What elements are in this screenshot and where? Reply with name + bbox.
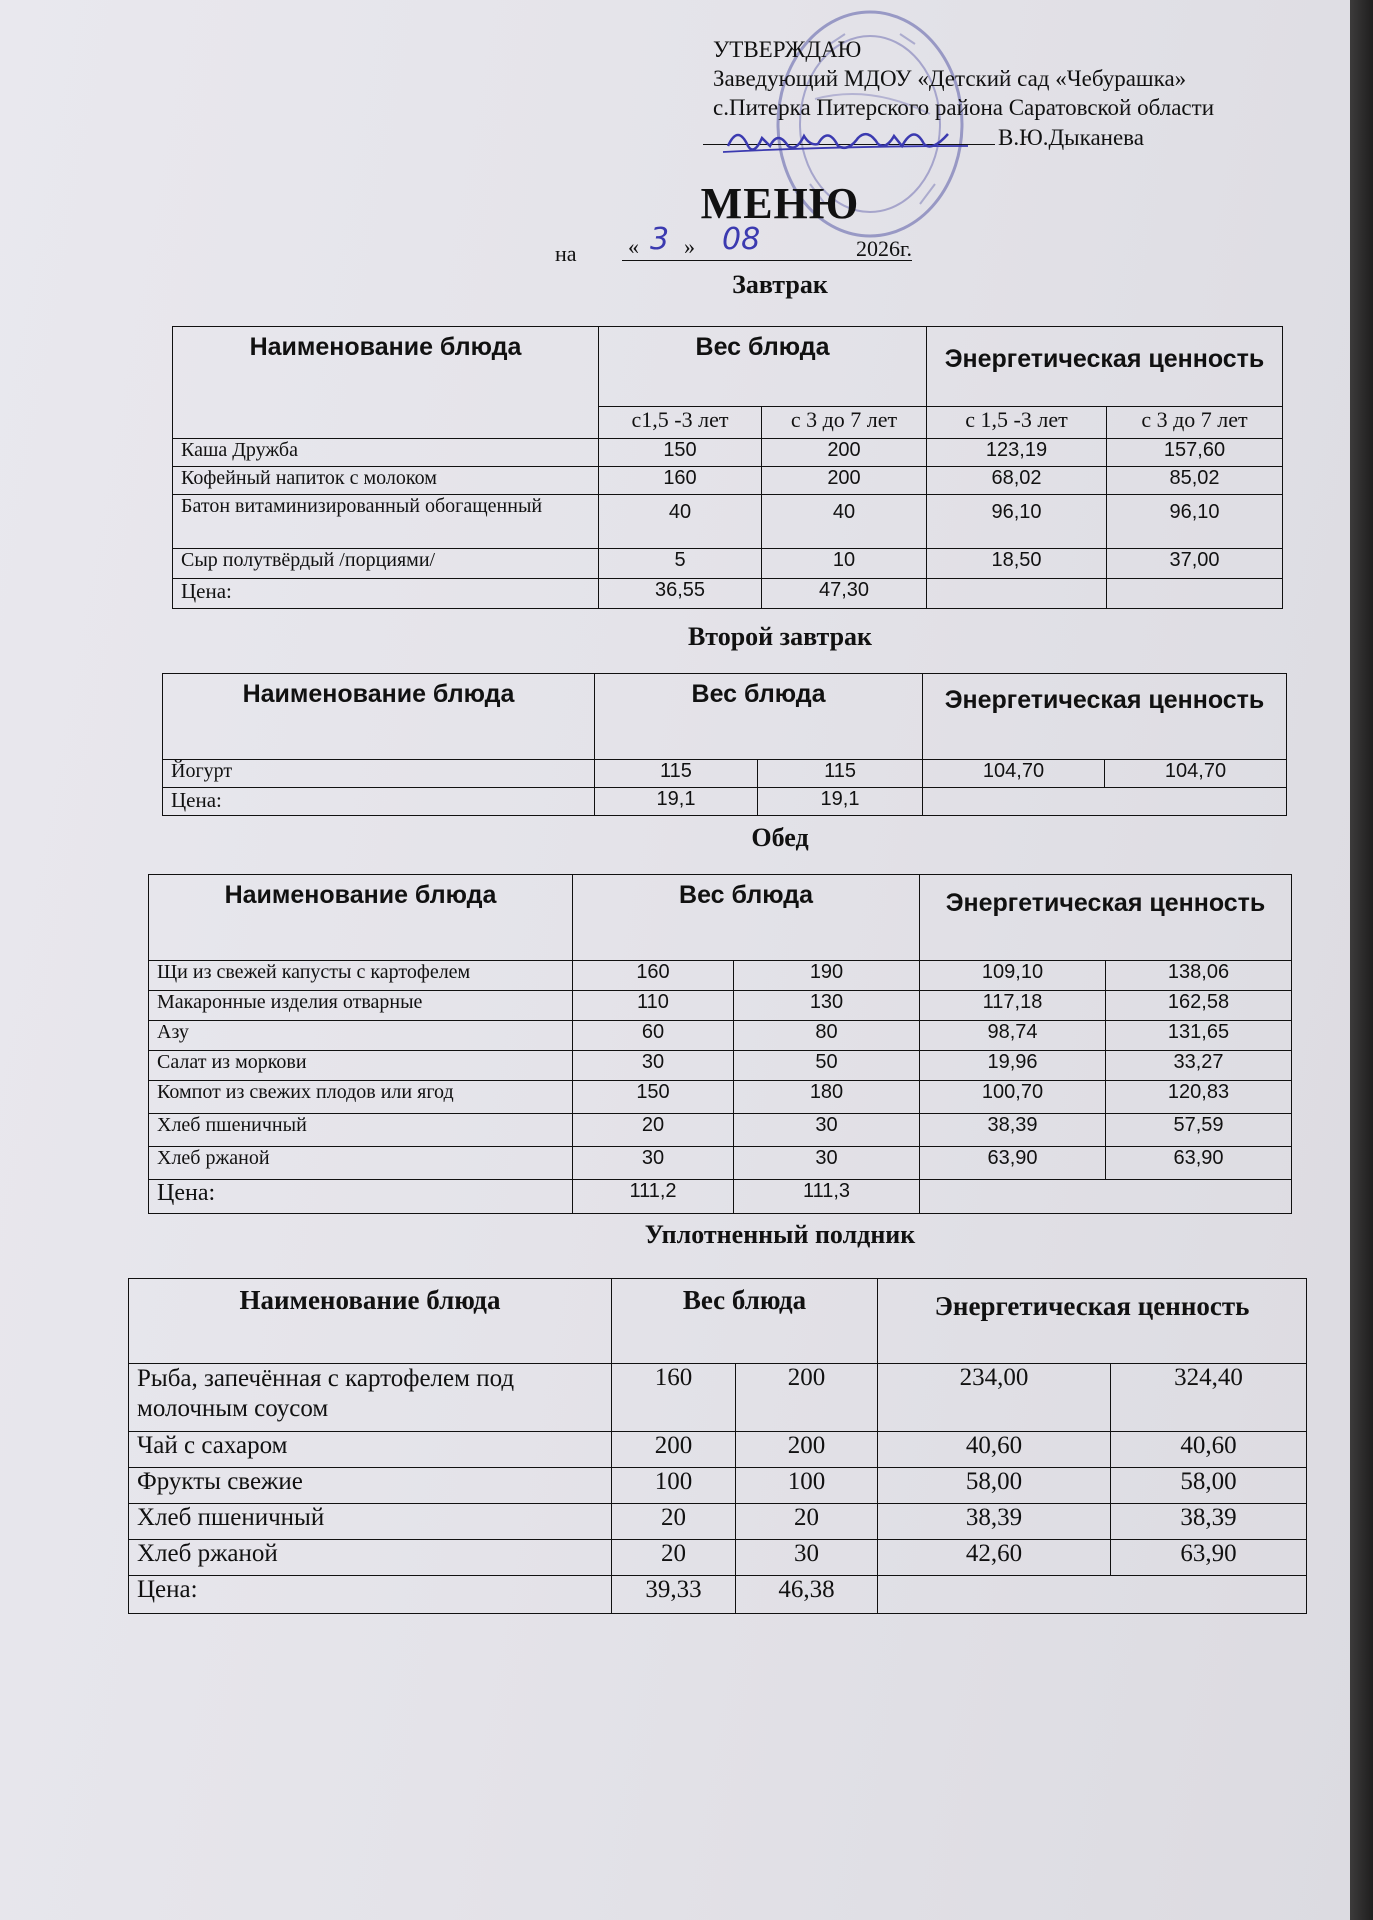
- header-age-young: с1,5 -3 лет: [599, 407, 762, 439]
- header-energy: Энергетическая ценность: [878, 1279, 1307, 1364]
- energy-old: 120,83: [1106, 1081, 1292, 1114]
- energy-young: 19,96: [920, 1051, 1106, 1081]
- weight-old: 30: [734, 1114, 920, 1147]
- second-breakfast-table: [162, 673, 1287, 816]
- section-title-breakfast: Завтрак: [732, 270, 828, 299]
- weight-young: 5: [599, 549, 762, 579]
- energy-old: 63,90: [1106, 1147, 1292, 1180]
- energy-young: 40,60: [878, 1432, 1111, 1468]
- table-row: [173, 549, 1283, 579]
- price-old: 46,38: [736, 1576, 878, 1614]
- weight-young: 160: [612, 1364, 736, 1432]
- header-weight: Вес блюда: [595, 674, 923, 760]
- weight-old: 200: [736, 1364, 878, 1432]
- energy-young: 38,39: [878, 1504, 1111, 1540]
- price-old: 111,3: [734, 1180, 920, 1214]
- dish-name: Хлеб пшеничный: [129, 1504, 612, 1540]
- table-row: [163, 760, 1287, 788]
- energy-young: 58,00: [878, 1468, 1111, 1504]
- price-row: [149, 1180, 1292, 1214]
- energy-old: 138,06: [1106, 961, 1292, 991]
- price-row: [129, 1576, 1307, 1614]
- energy-young: 123,19: [927, 439, 1107, 467]
- section-title-second-breakfast: Второй завтрак: [687, 622, 873, 651]
- weight-old: 115: [758, 760, 923, 788]
- dish-name: Каша Дружба: [173, 439, 599, 467]
- date-open-quote: «: [628, 234, 640, 259]
- header-dish-name: Наименование блюда: [173, 327, 599, 439]
- price-row: [163, 788, 1287, 816]
- signer-name: В.Ю.Дыканева: [998, 125, 1144, 150]
- weight-young: 115: [595, 760, 758, 788]
- energy-old: 104,70: [1105, 760, 1287, 788]
- weight-young: 150: [599, 439, 762, 467]
- date-field: [622, 222, 913, 261]
- table-row: [129, 1364, 1307, 1432]
- energy-young: 42,60: [878, 1540, 1111, 1576]
- weight-old: 10: [762, 549, 927, 579]
- weight-young: 160: [599, 467, 762, 495]
- dish-name: Хлеб ржаной: [129, 1540, 612, 1576]
- header-dish-name: Наименование блюда: [149, 875, 573, 961]
- energy-young: 117,18: [920, 991, 1106, 1021]
- header-energy: Энергетическая ценность: [923, 674, 1287, 760]
- energy-old: 33,27: [1106, 1051, 1292, 1081]
- weight-old: 30: [736, 1540, 878, 1576]
- price-old: 19,1: [758, 788, 923, 816]
- price-young: 36,55: [599, 579, 762, 609]
- energy-old: 96,10: [1107, 495, 1283, 549]
- snack-table: [128, 1278, 1307, 1614]
- energy-old: 324,40: [1111, 1364, 1307, 1432]
- weight-young: 100: [612, 1468, 736, 1504]
- dish-name: Фрукты свежие: [129, 1468, 612, 1504]
- approval-position: Заведующий МДОУ «Детский сад «Чебурашка»: [713, 66, 1187, 91]
- weight-young: 160: [573, 961, 734, 991]
- dish-name: Хлеб ржаной: [149, 1147, 573, 1180]
- weight-old: 50: [734, 1051, 920, 1081]
- empty-cell: [923, 788, 1287, 816]
- energy-old: 85,02: [1107, 467, 1283, 495]
- price-row: [173, 579, 1283, 609]
- table-row: [129, 1432, 1307, 1468]
- section-title-snack: Уплотненный полдник: [644, 1220, 916, 1249]
- table-row: [149, 1081, 1292, 1114]
- weight-old: 30: [734, 1147, 920, 1180]
- date-month: 08: [722, 222, 761, 257]
- dish-name: Щи из свежей капусты с картофелем: [149, 961, 573, 991]
- energy-young: 18,50: [927, 549, 1107, 579]
- header-weight: Вес блюда: [612, 1279, 878, 1364]
- weight-young: 20: [612, 1504, 736, 1540]
- dish-name: Сыр полутвёрдый /порциями/: [173, 549, 599, 579]
- weight-young: 200: [612, 1432, 736, 1468]
- table-row: [149, 961, 1292, 991]
- table-row: [149, 1114, 1292, 1147]
- energy-young: 100,70: [920, 1081, 1106, 1114]
- header-dish-name: Наименование блюда: [163, 674, 595, 760]
- date-prefix: на: [555, 241, 577, 266]
- table-row: [173, 439, 1283, 467]
- weight-old: 80: [734, 1021, 920, 1051]
- energy-young: 63,90: [920, 1147, 1106, 1180]
- dish-name: Йогурт: [163, 760, 595, 788]
- lunch-table: [148, 874, 1292, 1214]
- dish-name: Кофейный напиток с молоком: [173, 467, 599, 495]
- energy-young: 234,00: [878, 1364, 1111, 1432]
- weight-old: 190: [734, 961, 920, 991]
- weight-old: 100: [736, 1468, 878, 1504]
- table-row: [129, 1540, 1307, 1576]
- weight-old: 200: [762, 467, 927, 495]
- weight-young: 20: [573, 1114, 734, 1147]
- weight-young: 30: [573, 1051, 734, 1081]
- date-year: 2026г.: [856, 236, 913, 261]
- price-label: Цена:: [149, 1180, 573, 1214]
- table-row: [149, 1021, 1292, 1051]
- weight-young: 40: [599, 495, 762, 549]
- energy-young: 38,39: [920, 1114, 1106, 1147]
- header-weight: Вес блюда: [599, 327, 927, 407]
- price-old: 47,30: [762, 579, 927, 609]
- date-day: 3: [650, 222, 670, 257]
- header-dish-name: Наименование блюда: [129, 1279, 612, 1364]
- approval-title: УТВЕРЖДАЮ: [713, 37, 862, 62]
- energy-young: 68,02: [927, 467, 1107, 495]
- weight-old: 180: [734, 1081, 920, 1114]
- price-label: Цена:: [129, 1576, 612, 1614]
- dish-name: Чай с сахаром: [129, 1432, 612, 1468]
- table-row: [149, 1147, 1292, 1180]
- weight-young: 150: [573, 1081, 734, 1114]
- header-energy: Энергетическая ценность: [927, 327, 1283, 407]
- energy-old: 37,00: [1107, 549, 1283, 579]
- price-label: Цена:: [173, 579, 599, 609]
- empty-cell: [1107, 579, 1283, 609]
- dish-name: Рыба, запечённая с картофелем под молочным соусом: [129, 1364, 612, 1432]
- weight-young: 20: [612, 1540, 736, 1576]
- table-row: [173, 467, 1283, 495]
- energy-old: 157,60: [1107, 439, 1283, 467]
- price-label: Цена:: [163, 788, 595, 816]
- section-title-lunch: Обед: [751, 823, 809, 852]
- weight-young: 60: [573, 1021, 734, 1051]
- header-weight: Вес блюда: [573, 875, 920, 961]
- approval-location: с.Питерка Питерского района Саратовской области: [713, 95, 1215, 120]
- dish-name: Хлеб пшеничный: [149, 1114, 573, 1147]
- menu-title: МЕНЮ: [700, 179, 860, 228]
- header-energy: Энергетическая ценность: [920, 875, 1292, 961]
- empty-cell: [920, 1180, 1292, 1214]
- energy-old: 63,90: [1111, 1540, 1307, 1576]
- breakfast-table: [172, 326, 1283, 609]
- date-close-quote: »: [684, 234, 696, 259]
- energy-young: 109,10: [920, 961, 1106, 991]
- table-row: [149, 991, 1292, 1021]
- price-young: 19,1: [595, 788, 758, 816]
- table-row: [173, 495, 1283, 549]
- table-row: [149, 1051, 1292, 1081]
- empty-cell: [878, 1576, 1307, 1614]
- dish-name: Батон витаминизированный обогащенный: [173, 495, 599, 549]
- energy-old: 40,60: [1111, 1432, 1307, 1468]
- dish-name: Макаронные изделия отварные: [149, 991, 573, 1021]
- header-age-old: с 3 до 7 лет: [762, 407, 927, 439]
- signature-row: [703, 122, 1313, 152]
- weight-young: 110: [573, 991, 734, 1021]
- dish-name: Компот из свежих плодов или ягод: [149, 1081, 573, 1114]
- weight-young: 30: [573, 1147, 734, 1180]
- weight-old: 200: [736, 1432, 878, 1468]
- weight-old: 40: [762, 495, 927, 549]
- energy-old: 131,65: [1106, 1021, 1292, 1051]
- table-row: [129, 1468, 1307, 1504]
- weight-old: 20: [736, 1504, 878, 1540]
- energy-old: 162,58: [1106, 991, 1292, 1021]
- energy-young: 104,70: [923, 760, 1105, 788]
- price-young: 111,2: [573, 1180, 734, 1214]
- energy-old: 58,00: [1111, 1468, 1307, 1504]
- menu-date: [555, 222, 913, 267]
- energy-old: 38,39: [1111, 1504, 1307, 1540]
- empty-cell: [927, 579, 1107, 609]
- header-age-old-energy: с 3 до 7 лет: [1107, 407, 1283, 439]
- table-row: [129, 1504, 1307, 1540]
- header-age-young-energy: с 1,5 -3 лет: [927, 407, 1107, 439]
- energy-old: 57,59: [1106, 1114, 1292, 1147]
- energy-young: 98,74: [920, 1021, 1106, 1051]
- handwritten-signature: [718, 116, 978, 160]
- dish-name: Азу: [149, 1021, 573, 1051]
- dish-name: Салат из моркови: [149, 1051, 573, 1081]
- energy-young: 96,10: [927, 495, 1107, 549]
- weight-old: 200: [762, 439, 927, 467]
- approval-block: [713, 35, 1313, 152]
- weight-old: 130: [734, 991, 920, 1021]
- price-young: 39,33: [612, 1576, 736, 1614]
